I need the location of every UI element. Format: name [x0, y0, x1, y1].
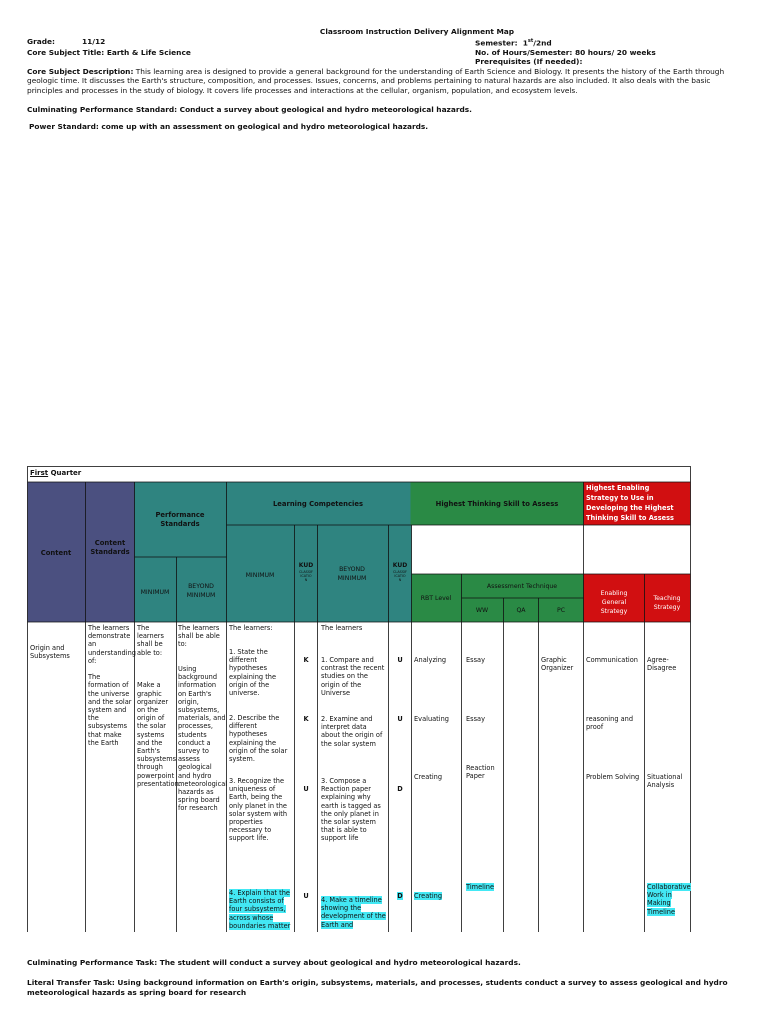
header-highest-enabling-1: Highest Enabling [586, 484, 650, 492]
subject-title: Core Subject Title: Earth & Life Science [27, 47, 191, 57]
lc-beyond-3: 3. Compose a Reaction paper explaining why earth is tagged as the only planet in the solar system that is able to support life [321, 777, 381, 843]
header-pc: PC [556, 607, 566, 614]
header-teaching-2: Strategy [653, 604, 681, 611]
header-enabling-2: General [601, 599, 627, 606]
header-learning-competencies: Learning Competencies [272, 500, 364, 508]
document-title: Classroom Instruction Delivery Alignment Map [319, 27, 515, 36]
perf-minimum-cell: The learners shall be able to: Make a graphic organizer on the origin of the solar systems and the Earth's subsystems through powerpoint presentation. [137, 624, 181, 788]
header-qa: QA [516, 607, 526, 614]
header-kud-sub-1a: CLASSIF [299, 570, 313, 574]
lc-beyond-intro: The learners [321, 624, 363, 632]
lc-beyond-2: 2. Examine and interpret data about the origin of the solar system [321, 715, 383, 748]
header-performance-1: Performance [155, 511, 205, 519]
culminating-task: Culminating Performance Task: The student will conduct a survey about geological and hydro meteorological hazards. [27, 958, 521, 967]
header-rbt-level: RBT Level [420, 595, 452, 602]
document-header [27, 27, 747, 132]
rbt-1: Analyzing [414, 656, 447, 664]
lc-min-3: 3. Recognize the uniqueness of Earth, being the only planet in the solar system with properties necessary to support life. [229, 777, 288, 843]
header-enabling-3: Strategy [600, 608, 628, 615]
header-content: Content [40, 549, 72, 557]
lc-min-2: 2. Describe the different hypotheses explaining the origin of the solar system. [229, 714, 288, 764]
header-lc-beyond-2: MINIMUM [337, 575, 367, 582]
rbt-3: Creating [414, 773, 443, 781]
grade-label: Grade: [27, 36, 55, 46]
kud-1: K [303, 656, 309, 664]
lc-beyond-4: 4. Make a timeline showing the development of the Earth and [321, 896, 386, 929]
lc-min-4: 4. Explain that the Earth consists of four subsystems, across whose boundaries matter [229, 889, 291, 930]
power-standard: Power Standard: come up with an assessment on geological and hydro meteorological hazards. [29, 122, 429, 132]
header-lc-minimum: MINIMUM [245, 572, 275, 579]
content-cell: Origin and Subsystems [30, 644, 70, 661]
ww-3: Reaction Paper [466, 764, 495, 781]
perf-beyond-cell: The learners shall be able to: Using background information on Earth's origin, subsystems, materials, and processes, students conduct a survey to assess geological and hydro meteorological hazards as spring board for research [178, 624, 228, 813]
header-kud-sub-1c: N [304, 578, 308, 582]
enabling-2: reasoning and proof [586, 715, 634, 732]
prerequisites: Prerequisites (If needed): [475, 57, 583, 67]
teaching-3: Situational Analysis [647, 773, 683, 790]
header-kud-sub-2a: CLASSIF [393, 570, 407, 574]
document-footer [27, 958, 747, 998]
header-highest-enabling-3: Developing the Highest [586, 504, 674, 512]
rbt-4: Creating [414, 892, 443, 900]
content-standard-cell: The learners demonstrate an understanding of: The formation of the universe and the solar system and the subsystems that make the Earth [88, 624, 136, 747]
header-teaching-1: Teaching [653, 595, 681, 602]
header-content-standards-2: Standards [90, 548, 130, 556]
teaching-4: Collaborative Work in Making Timeline [647, 883, 691, 916]
header-perf-beyond-1: BEYOND [188, 583, 214, 590]
subject-hours-row [27, 48, 747, 58]
lc-beyond-1: 1. Compare and contrast the recent studies on the origin of the Universe [321, 656, 385, 697]
kud2-4: D [397, 892, 403, 900]
kud-2: K [303, 715, 309, 723]
culminating-standard: Culminating Performance Standard: Conduct a survey about geological and hydro meteorological hazards. [27, 104, 472, 114]
header-kud-sub-2b: ICATIO [394, 574, 406, 578]
grade-value: 11/12 [82, 36, 106, 46]
header-kud-2: KUD [392, 562, 408, 569]
lc-min-1: 1. State the different hypotheses explaining the origin of the universe. [229, 648, 277, 698]
header-highest-enabling-2: Strategy to Use in [586, 494, 654, 502]
rbt-2: Evaluating [414, 715, 449, 723]
header-perf-beyond-2: MINIMUM [186, 592, 216, 599]
semester: Semester: 1st/2nd [475, 37, 552, 48]
grade-semester-row [27, 37, 747, 48]
ww-4: Timeline [466, 883, 495, 891]
header-kud-sub-1b: ICATIO [300, 574, 312, 578]
header-kud-1: KUD [298, 562, 314, 569]
hours: No. of Hours/Semester: 80 hours/ 20 weeks [475, 47, 656, 57]
enabling-3: Problem Solving [586, 773, 640, 781]
header-lc-beyond-1: BEYOND [339, 566, 365, 573]
kud2-1: U [397, 656, 403, 664]
lc-min-intro: The learners: [229, 624, 273, 632]
kud2-3: D [397, 785, 403, 793]
pc-1: Graphic Organizer [541, 656, 574, 673]
core-description: Core Subject Description: This learning area is designed to provide a general background for the understanding of Earth Science and Biology. It presents the history of the Earth through geologic time. It discusses the Earth's structure, composition, and processes. Issues, concerns, and problems pertaining to natural hazards are also included. It also deals with the basic principles and processes in the study of biology. It covers life processes and interactions at the cellular, organism, population, and ecosystem levels. [27, 66, 725, 96]
header-kud-sub-2c: N [398, 578, 402, 582]
quarter-label: First Quarter [30, 469, 82, 477]
kud-4: U [303, 892, 309, 900]
header-perf-minimum: MINIMUM [140, 589, 170, 596]
teaching-1: Agree-Disagree [647, 656, 677, 673]
literal-transfer-task: Literal Transfer Task: Using background information on Earth's origin, subsystems, materials, and processes, students conduct a survey to assess geological and hydro meteorological hazards as spring board for research [27, 978, 728, 997]
header-assessment-technique: Assessment Technique [486, 583, 558, 590]
header-performance-2: Standards [160, 520, 200, 528]
alignment-table [27, 466, 691, 932]
kud2-2: U [397, 715, 403, 723]
ww-1: Essay [466, 656, 485, 664]
header-highest-thinking: Highest Thinking Skill to Assess [435, 500, 559, 508]
header-ww: WW [475, 607, 489, 614]
header-highest-enabling-4: Thinking Skill to Assess [586, 514, 674, 522]
header-enabling-1: Enabling [600, 590, 628, 597]
kud-3: U [303, 785, 309, 793]
ww-2: Essay [466, 715, 485, 723]
enabling-1: Communication [586, 656, 638, 664]
header-content-standards-1: Content [94, 539, 126, 547]
